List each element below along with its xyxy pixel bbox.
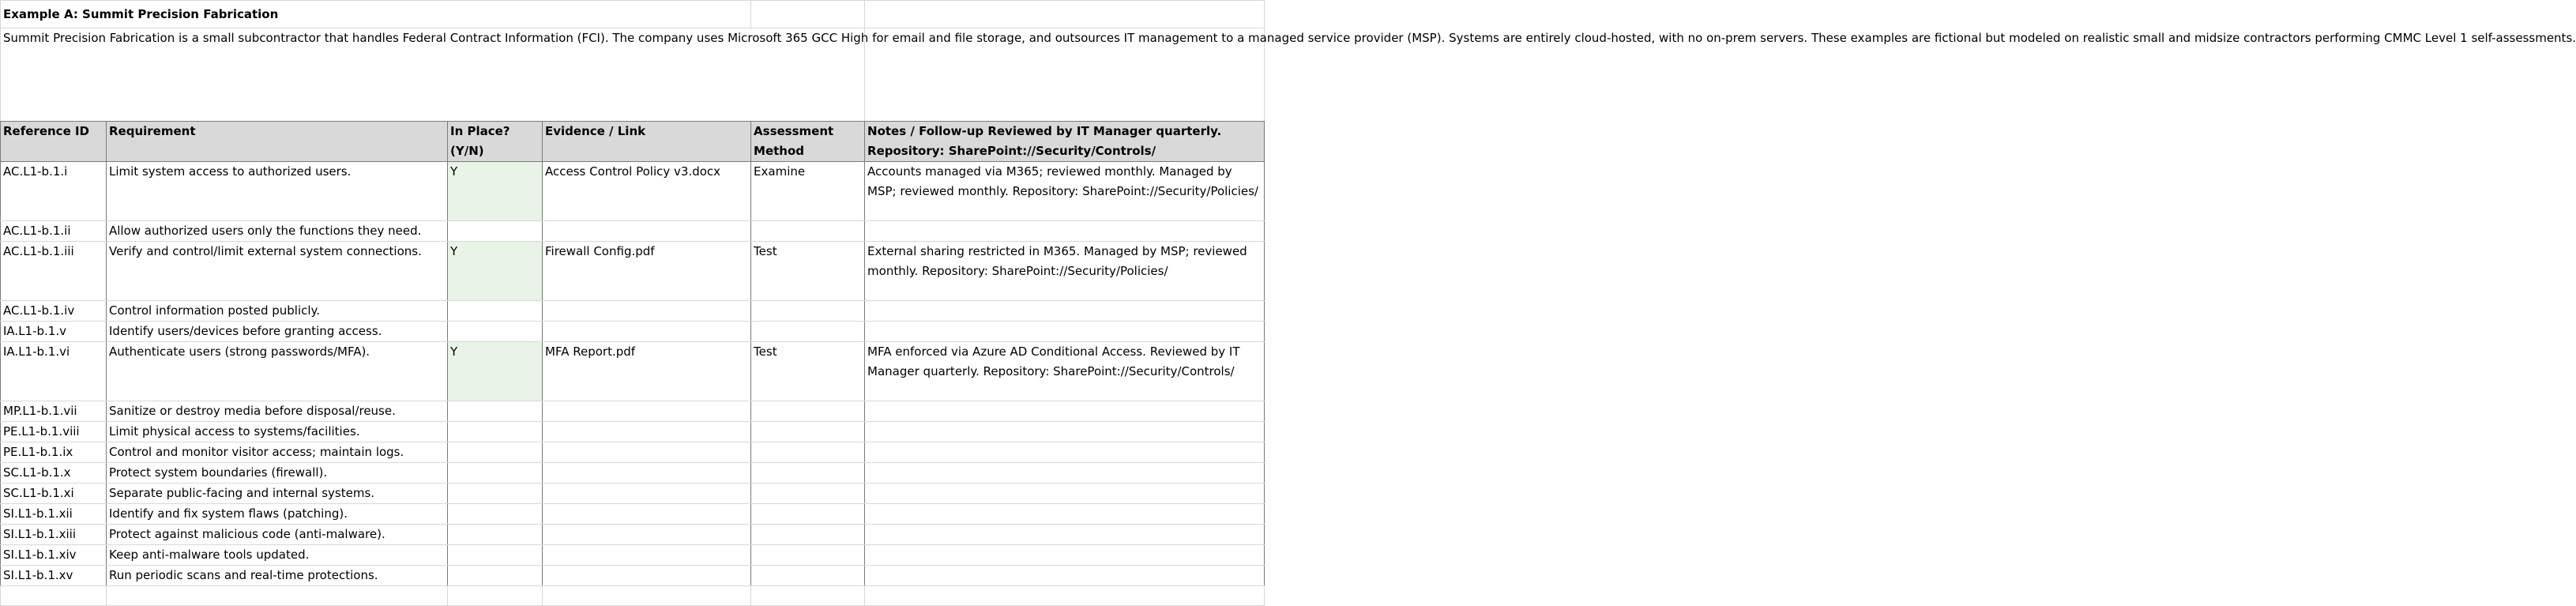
cell-evidence[interactable]: [543, 301, 751, 322]
cell-reference-id[interactable]: SC.L1-b.1.xi: [1, 484, 107, 504]
cell-in-place[interactable]: [448, 442, 543, 463]
cell-reference-id[interactable]: SI.L1-b.1.xv: [1, 566, 107, 586]
cell-in-place[interactable]: [448, 463, 543, 484]
empty-cell[interactable]: [1, 586, 107, 606]
cell-evidence[interactable]: [543, 322, 751, 342]
cell-evidence[interactable]: [543, 401, 751, 422]
cell-requirement[interactable]: Verify and control/limit external system connections.: [107, 242, 448, 301]
cell-notes[interactable]: [865, 484, 1265, 504]
cell-evidence[interactable]: [543, 525, 751, 545]
cell-assessment-method[interactable]: [751, 442, 865, 463]
empty-cell[interactable]: [865, 586, 1265, 606]
cell-in-place[interactable]: [448, 525, 543, 545]
cell-evidence[interactable]: [543, 221, 751, 242]
empty-cell[interactable]: [107, 586, 448, 606]
cell-evidence[interactable]: Firewall Config.pdf: [543, 242, 751, 301]
cell-assessment-method[interactable]: [751, 221, 865, 242]
cell-evidence[interactable]: [543, 422, 751, 442]
cell-reference-id[interactable]: SI.L1-b.1.xiii: [1, 525, 107, 545]
cell-evidence[interactable]: [543, 442, 751, 463]
cell-assessment-method[interactable]: [751, 545, 865, 566]
cell-in-place[interactable]: [448, 322, 543, 342]
cell-reference-id[interactable]: SC.L1-b.1.x: [1, 463, 107, 484]
cell-requirement[interactable]: Identify and fix system flaws (patching).: [107, 504, 448, 525]
cell-requirement[interactable]: Authenticate users (strong passwords/MFA).: [107, 342, 448, 401]
header-row: [1, 122, 1265, 162]
table-row: [1, 566, 1265, 586]
cell-assessment-method[interactable]: [751, 301, 865, 322]
cell-notes[interactable]: MFA enforced via Azure AD Conditional Access. Reviewed by IT Manager quarterly. Repository: SharePoint://Security/Controls/: [865, 342, 1265, 401]
cell-assessment-method[interactable]: [751, 463, 865, 484]
title-row: [1, 1, 1265, 28]
table-row: [1, 401, 1265, 422]
header-evidence[interactable]: Evidence / Link: [543, 122, 751, 162]
cell-reference-id[interactable]: PE.L1-b.1.ix: [1, 442, 107, 463]
cell-assessment-method[interactable]: Examine: [751, 162, 865, 221]
cell-evidence[interactable]: Access Control Policy v3.docx: [543, 162, 751, 221]
table-row: [1, 342, 1265, 401]
cell-in-place[interactable]: Y: [448, 342, 543, 401]
empty-cell[interactable]: [543, 586, 751, 606]
cell-reference-id[interactable]: IA.L1-b.1.v: [1, 322, 107, 342]
cell-assessment-method[interactable]: Test: [751, 342, 865, 401]
header-in-place[interactable]: In Place? (Y/N): [448, 122, 543, 162]
cell-notes[interactable]: [865, 525, 1265, 545]
cell-assessment-method[interactable]: [751, 504, 865, 525]
cell-notes[interactable]: [865, 422, 1265, 442]
empty-cell[interactable]: [448, 586, 543, 606]
cell-notes[interactable]: Accounts managed via M365; reviewed monthly. Managed by MSP; reviewed monthly. Repository: SharePoint://Security/Policies/: [865, 162, 1265, 221]
cell-reference-id[interactable]: AC.L1-b.1.iii: [1, 242, 107, 301]
cell-requirement[interactable]: Separate public-facing and internal systems.: [107, 484, 448, 504]
cell-notes[interactable]: [865, 545, 1265, 566]
table-row: [1, 162, 1265, 221]
cell-notes[interactable]: [865, 322, 1265, 342]
table-row: [1, 422, 1265, 442]
cell-notes[interactable]: [865, 221, 1265, 242]
cell-notes[interactable]: [865, 442, 1265, 463]
cell-evidence[interactable]: [543, 566, 751, 586]
table-row: [1, 242, 1265, 301]
cell-in-place[interactable]: [448, 504, 543, 525]
cell-in-place[interactable]: [448, 401, 543, 422]
cell-in-place[interactable]: Y: [448, 242, 543, 301]
cell-evidence[interactable]: [543, 463, 751, 484]
cell-assessment-method[interactable]: [751, 322, 865, 342]
cell-reference-id[interactable]: AC.L1-b.1.ii: [1, 221, 107, 242]
cell-reference-id[interactable]: SI.L1-b.1.xii: [1, 504, 107, 525]
cell-in-place[interactable]: [448, 545, 543, 566]
cell-reference-id[interactable]: AC.L1-b.1.iv: [1, 301, 107, 322]
cell-notes[interactable]: [865, 463, 1265, 484]
table-row: [1, 221, 1265, 242]
cell-reference-id[interactable]: PE.L1-b.1.viii: [1, 422, 107, 442]
table-row: [1, 484, 1265, 504]
cell-requirement[interactable]: Allow authorized users only the functions they need.: [107, 221, 448, 242]
sheet-description[interactable]: Summit Precision Fabrication is a small subcontractor that handles Federal Contract Information (FCI). The company uses Microsoft 365 GCC High for email and file storage, and outsources IT management to a managed service provider (MSP). Systems are entirely cloud-hosted, with no on-prem servers. These examples are fictional but modeled on realistic small and midsize contractors performing CMMC Level 1 self-assessments.: [1, 28, 865, 122]
cell-notes[interactable]: [865, 504, 1265, 525]
sheet-title[interactable]: Example A: Summit Precision Fabrication: [1, 1, 751, 28]
cell-requirement[interactable]: Identify users/devices before granting access.: [107, 322, 448, 342]
cell-requirement[interactable]: Limit system access to authorized users.: [107, 162, 448, 221]
cell-requirement[interactable]: Sanitize or destroy media before disposal/reuse.: [107, 401, 448, 422]
cell-requirement[interactable]: Protect against malicious code (anti-malware).: [107, 525, 448, 545]
cell-reference-id[interactable]: IA.L1-b.1.vi: [1, 342, 107, 401]
header-notes[interactable]: Notes / Follow-up Reviewed by IT Manager quarterly. Repository: SharePoint://Security/Controls/: [865, 122, 1265, 162]
table-row: [1, 545, 1265, 566]
cell-reference-id[interactable]: MP.L1-b.1.vii: [1, 401, 107, 422]
empty-row: [1, 586, 1265, 606]
cell-requirement[interactable]: Limit physical access to systems/facilities.: [107, 422, 448, 442]
header-reference-id[interactable]: Reference ID: [1, 122, 107, 162]
cell-assessment-method[interactable]: [751, 422, 865, 442]
header-requirement[interactable]: Requirement: [107, 122, 448, 162]
cell-requirement[interactable]: Control information posted publicly.: [107, 301, 448, 322]
cell-evidence[interactable]: [543, 484, 751, 504]
empty-cell[interactable]: [751, 1, 865, 28]
cell-requirement[interactable]: Protect system boundaries (firewall).: [107, 463, 448, 484]
cell-evidence[interactable]: [543, 545, 751, 566]
empty-cell[interactable]: [865, 1, 1265, 28]
table-row: [1, 463, 1265, 484]
empty-cell[interactable]: [751, 586, 865, 606]
cell-requirement[interactable]: Run periodic scans and real-time protections.: [107, 566, 448, 586]
cell-in-place[interactable]: [448, 301, 543, 322]
cell-requirement[interactable]: Control and monitor visitor access; maintain logs.: [107, 442, 448, 463]
table-row: [1, 442, 1265, 463]
cell-assessment-method[interactable]: [751, 566, 865, 586]
cell-reference-id[interactable]: AC.L1-b.1.i: [1, 162, 107, 221]
cell-assessment-method[interactable]: Test: [751, 242, 865, 301]
cell-evidence[interactable]: [543, 504, 751, 525]
table-row: [1, 504, 1265, 525]
cell-assessment-method[interactable]: [751, 401, 865, 422]
cell-assessment-method[interactable]: [751, 484, 865, 504]
cell-in-place[interactable]: [448, 484, 543, 504]
cell-notes[interactable]: [865, 301, 1265, 322]
cell-evidence[interactable]: MFA Report.pdf: [543, 342, 751, 401]
cell-reference-id[interactable]: SI.L1-b.1.xiv: [1, 545, 107, 566]
cell-assessment-method[interactable]: [751, 525, 865, 545]
cell-in-place[interactable]: [448, 422, 543, 442]
header-assessment-method[interactable]: Assessment Method: [751, 122, 865, 162]
table-row: [1, 322, 1265, 342]
cell-in-place[interactable]: [448, 221, 543, 242]
table-row: [1, 301, 1265, 322]
cell-notes[interactable]: External sharing restricted in M365. Managed by MSP; reviewed monthly. Repository: SharePoint://Security/Policies/: [865, 242, 1265, 301]
cell-in-place[interactable]: [448, 566, 543, 586]
cell-notes[interactable]: [865, 566, 1265, 586]
table-row: [1, 525, 1265, 545]
cell-in-place[interactable]: Y: [448, 162, 543, 221]
description-row: [1, 28, 1265, 122]
cell-notes[interactable]: [865, 401, 1265, 422]
cell-requirement[interactable]: Keep anti-malware tools updated.: [107, 545, 448, 566]
